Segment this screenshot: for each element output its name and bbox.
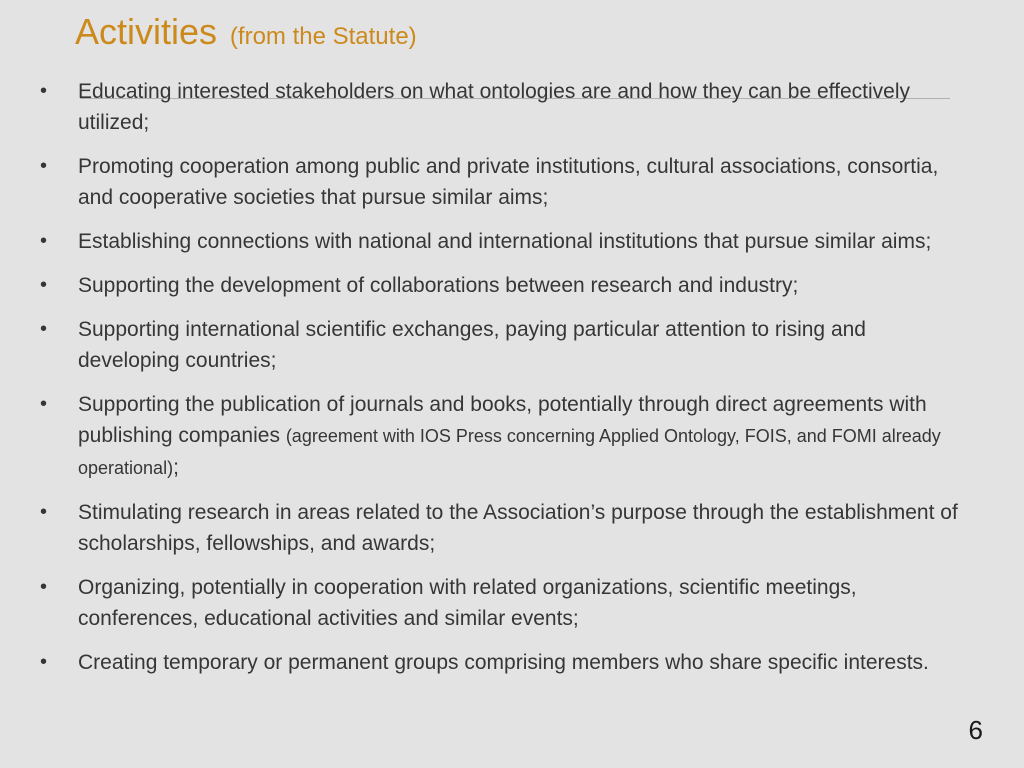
item-text: Organizing, potentially in cooperation with related organizations, scientific meetings, conferences, educational activities and similar events; xyxy=(78,576,857,630)
item-text: Creating temporary or permanent groups comprising members who share specific interests. xyxy=(78,651,929,674)
list-item-research-industry xyxy=(40,270,972,301)
item-ending: ; xyxy=(173,456,179,479)
list-item-creating-groups xyxy=(40,647,972,678)
bullet-icon: • xyxy=(40,501,48,523)
list-item-promoting-cooperation xyxy=(40,151,972,213)
bullet-icon: • xyxy=(40,80,48,102)
list-item-scientific-exchanges xyxy=(40,314,972,376)
bullet-icon: • xyxy=(40,230,48,252)
list-item-organizing-events xyxy=(40,572,972,634)
item-text: Stimulating research in areas related to the Association’s purpose through the establishment of scholarships, fellowships, and awards; xyxy=(78,501,958,555)
item-text: Establishing connections with national and international institutions that pursue similar aims; xyxy=(78,230,932,253)
list-item-educating xyxy=(40,76,972,138)
list-item-publication xyxy=(40,389,972,484)
bullet-icon: • xyxy=(40,576,48,598)
bullet-icon: • xyxy=(40,155,48,177)
item-text: Supporting the publication of journals and books, potentially through direct agreements with publishing companies xyxy=(78,393,927,447)
item-text: Educating interested stakeholders on what ontologies are and how they can be effectively utilized; xyxy=(78,80,910,134)
title-subtitle: (from the Statute) xyxy=(229,23,417,50)
list-item-establishing-connections xyxy=(40,226,972,257)
slide-title xyxy=(75,10,417,53)
list-item-stimulating-research xyxy=(40,497,972,559)
title-main: Activities xyxy=(75,11,218,52)
bullet-icon: • xyxy=(40,651,48,673)
bullet-icon: • xyxy=(40,318,48,340)
item-text: Supporting the development of collaborations between research and industry; xyxy=(78,274,799,297)
item-text: Promoting cooperation among public and private institutions, cultural associations, consortia, and cooperative societies that pursue similar aims; xyxy=(78,155,939,209)
item-text: Supporting international scientific exchanges, paying particular attention to rising and developing countries; xyxy=(78,318,866,372)
activities-list xyxy=(40,76,972,691)
item-note: (agreement with IOS Press concerning Applied Ontology, FOIS, and FOMI already operational) xyxy=(78,426,941,478)
bullet-icon: • xyxy=(40,393,48,415)
page-number: 6 xyxy=(968,715,983,745)
bullet-icon: • xyxy=(40,274,48,296)
